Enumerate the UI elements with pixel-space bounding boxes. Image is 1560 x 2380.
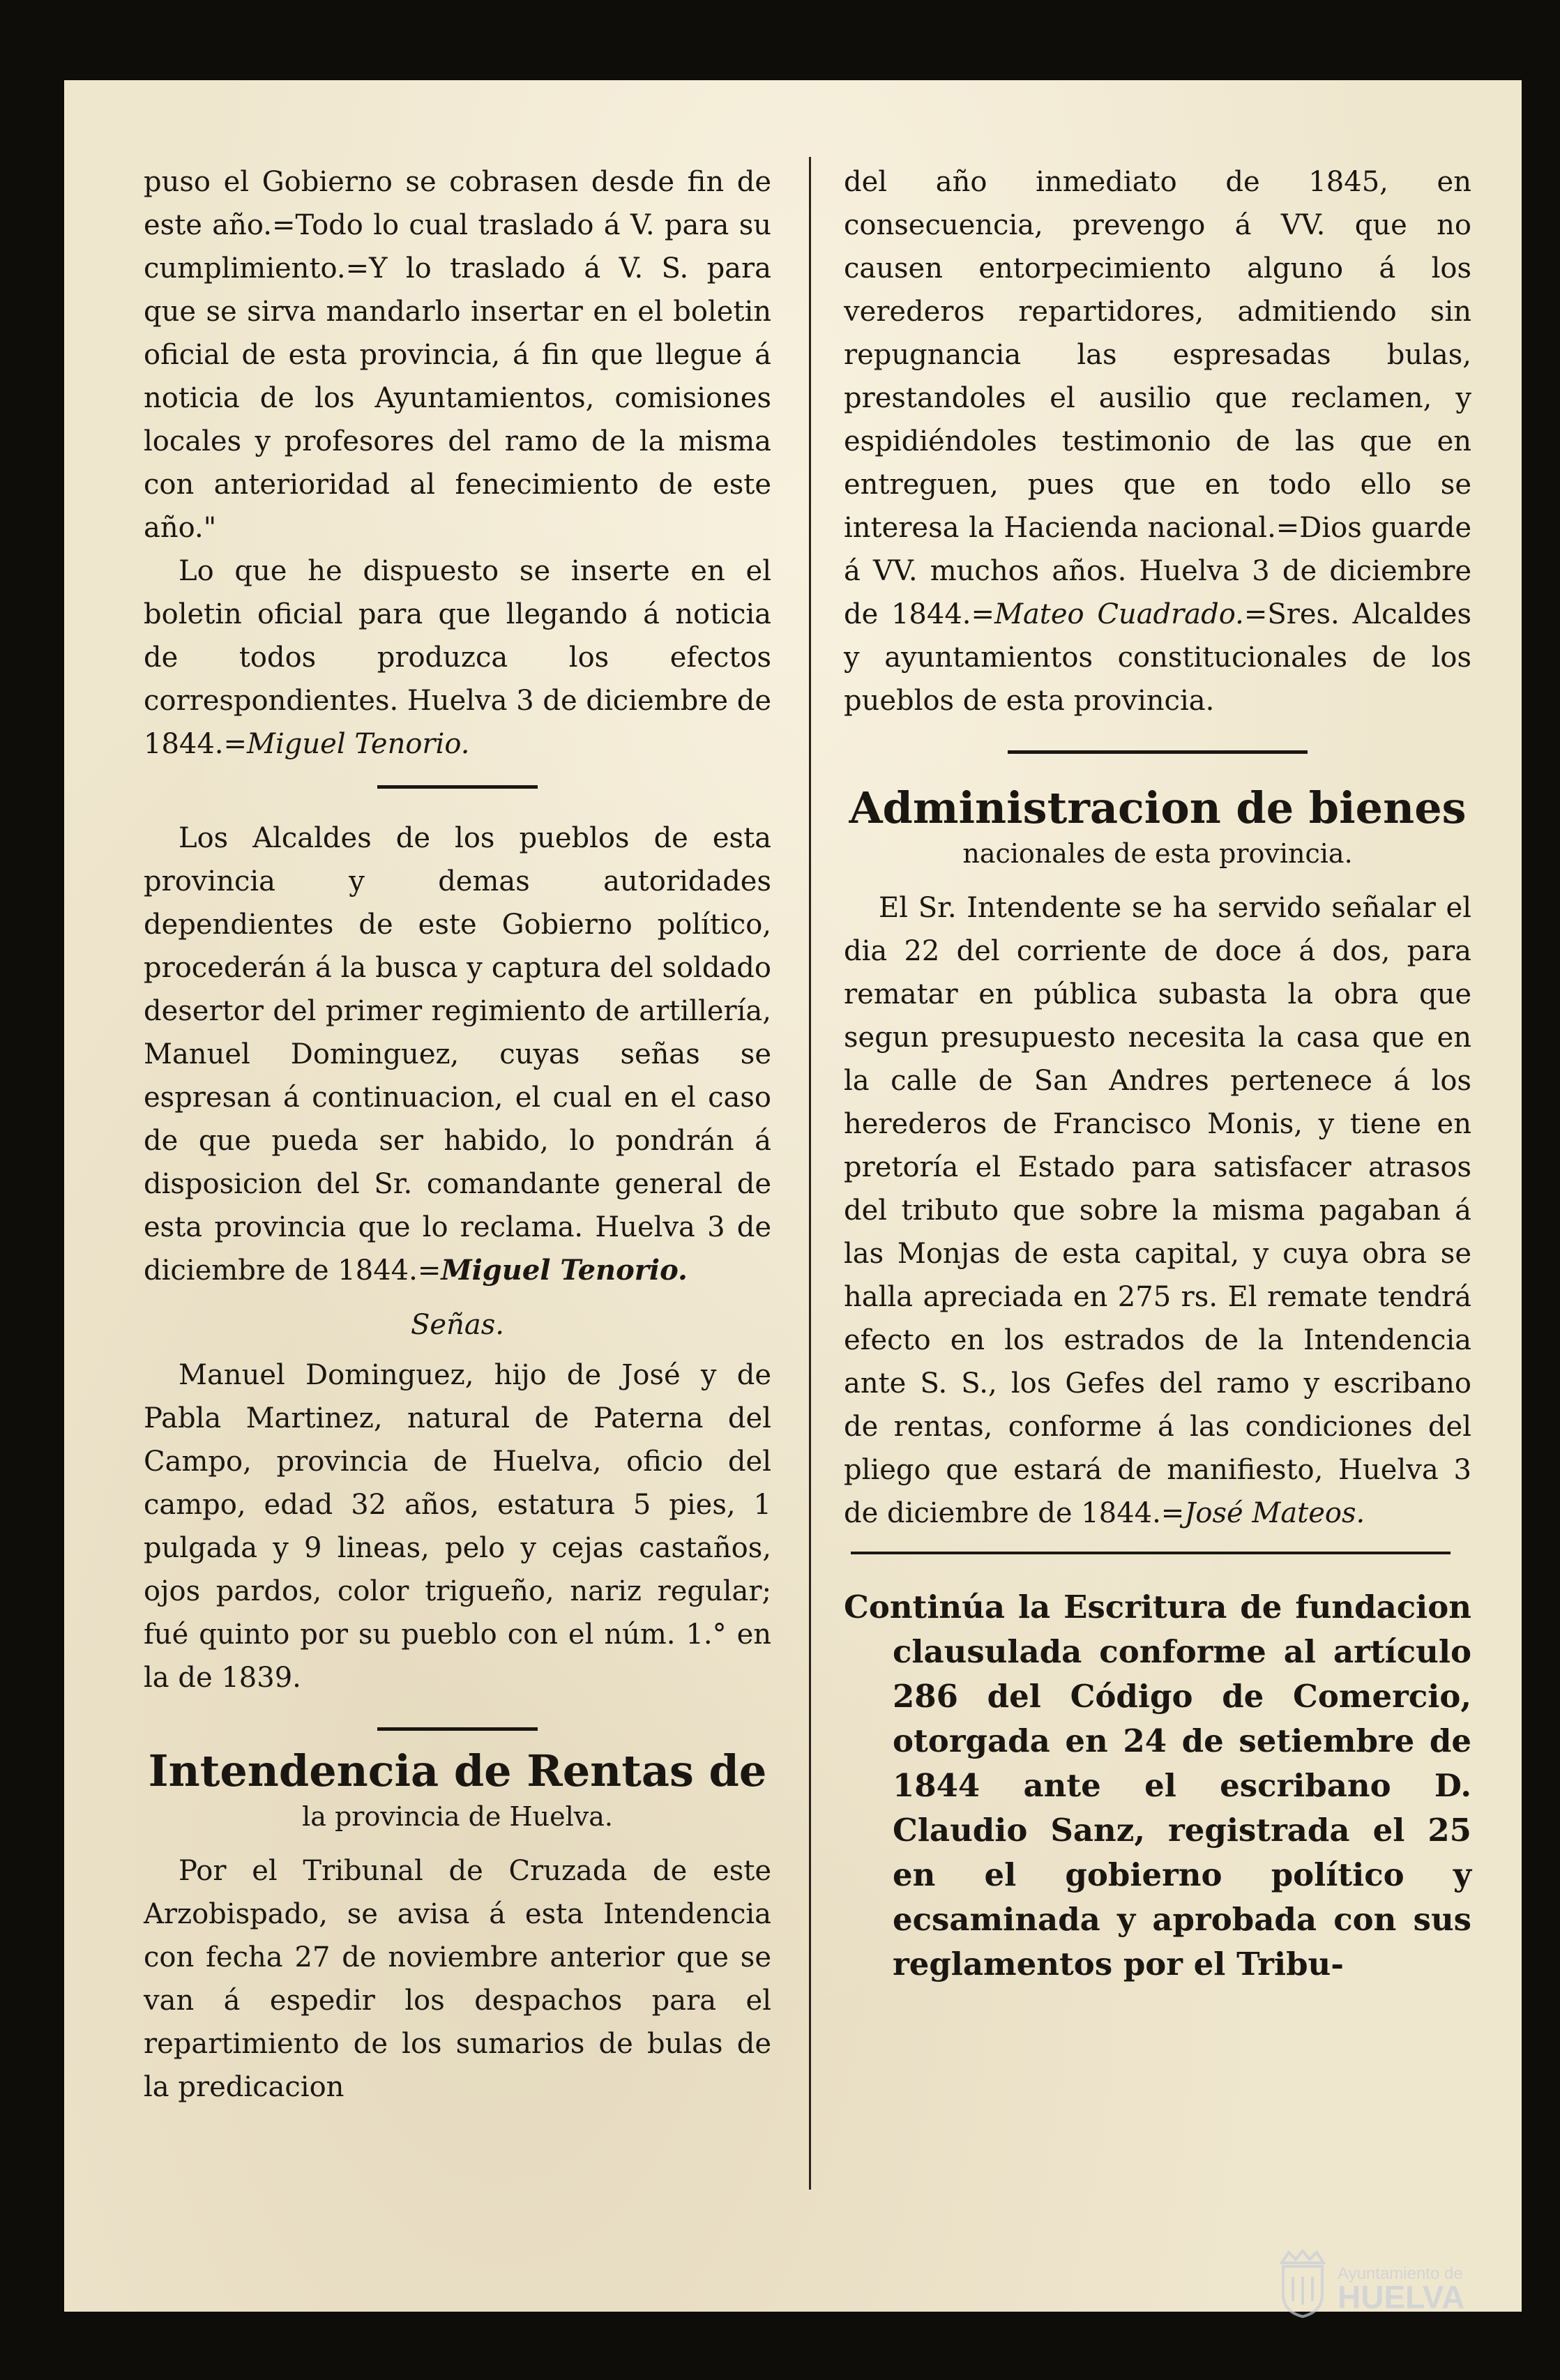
left-paragraph-2 — [144, 549, 771, 766]
right-signature-1: Mateo Cuadrado. — [994, 598, 1244, 630]
watermark-line1: Ayuntamiento de — [1338, 2264, 1463, 2283]
section-heading-administracion: Administracion de bienes — [849, 782, 1467, 833]
left-paragraph-1: puso el Gobierno se cobrasen desde fin de este año.=Todo lo cual traslado á V. para su cumplimiento.=Y lo traslado á V. S. para que se sirva mandarlo insertar en el boletin oficial de esta provincia, á fin que llegue á noticia de los Ayuntamientos, comisiones locales y profesores del ramo de la misma con anterioridad al fenecimiento de este año." — [144, 166, 771, 544]
left-paragraph-3-text: Los Alcaldes de los pueblos de esta provincia y demas autoridades dependientes de este Gobierno político, procederán á la busca y captura del soldado desertor del primer regimiento de artillería, Manuel Dominguez, cuyas señas se espresan á continuacion, el cual en el caso de que pueda ser habido, lo pondrán á disposicion del Sr. comandante general de esta provincia que lo reclama. Huelva 3 de diciembre de 1844.= — [144, 822, 771, 1287]
section-subheading-administracion: nacionales de esta provincia. — [962, 838, 1353, 869]
column-divider — [809, 157, 811, 2190]
right-paragraph-2-text: El Sr. Intendente se ha servido señalar el dia 22 del corriente de doce á dos, para rematar en pública subasta la obra que segun presupuesto necesita la casa que en la calle de San Andres pertenece á los herederos de Francisco Monis, y tiene en pretoría el Estado para satisfacer atrasos del tributo que sobre la misma pagaban á las Monjas de esta capital, y cuya obra se halla apreciada en 275 rs. El remate tendrá efecto en los estrados de la Intendencia ante S. S., los Gefes del ramo y escribano de rentas, conforme á las condiciones del pliego que estará de manifiesto, Huelva 3 de diciembre de 1844.= — [844, 892, 1471, 1529]
left-paragraph-5: Por el Tribunal de Cruzada de este Arzobispado, se avisa á esta Intendencia con fecha 27 de noviembre anterior que se van á espedir los despachos para el repartimiento de los sumarios de bulas de la predicacion — [144, 1855, 771, 2103]
right-column — [844, 160, 1471, 1987]
section-subheading-intendencia: la provincia de Huelva. — [302, 1801, 613, 1832]
right-paragraph-3: Continúa la Escritura de fundacion clausulada conforme al artículo 286 del Código de Comercio, otorgada en 24 de setiembre de 1844 ante el escribano D. Claudio Sanz, registrada el 25 en el gobierno político y ecsaminada y aprobada con sus reglamentos por el Tribu- — [844, 1589, 1471, 1983]
right-paragraph-1-tail: =Sres. Alcaldes y ayuntamientos constitucionales de los pueblos de esta provincia. — [844, 598, 1471, 717]
right-paragraph-1 — [844, 160, 1471, 722]
right-paragraph-2 — [844, 886, 1471, 1535]
section-divider — [851, 1552, 1451, 1554]
section-divider — [1008, 750, 1308, 754]
left-signature-1: Miguel Tenorio. — [247, 728, 470, 760]
left-signature-2: Miguel Tenorio. — [441, 1254, 688, 1287]
section-divider — [377, 785, 538, 789]
right-paragraph-1-text: del año inmediato de 1845, en consecuencia, prevengo á VV. que no causen entorpecimiento alguno á los verederos repartidores, admitiendo sin repugnancia las espresadas bulas, prestandoles el ausilio que reclamen, y espidiéndoles testimonio de las que en entreguen, pues que en todo ello se interesa la Hacienda nacional.=Dios guarde á VV. muchos años. Huelva 3 de diciembre de 1844.= — [844, 166, 1471, 630]
left-paragraph-2-text: Lo que he dispuesto se inserte en el boletin oficial para que llegando á noticia de todos produzca los efectos correspondientes. Huelva 3 de diciembre de 1844.= — [144, 555, 771, 760]
left-paragraph-3 — [144, 817, 771, 1292]
watermark-logo — [1268, 2238, 1505, 2322]
crown-shield-icon — [1282, 2251, 1324, 2317]
left-column — [144, 160, 771, 2109]
section-divider — [377, 1727, 538, 1731]
newspaper-page — [64, 80, 1522, 2312]
left-paragraph-4: Manuel Dominguez, hijo de José y de Pabla Martinez, natural de Paterna del Campo, provincia de Huelva, oficio del campo, edad 32 años, estatura 5 pies, 1 pulgada y 9 lineas, pelo y cejas castaños, ojos pardos, color trigueño, nariz regular; fué quinto por su pueblo con el núm. 1.° en la de 1839. — [144, 1359, 771, 1694]
section-heading-intendencia: Intendencia de Rentas de — [148, 1745, 767, 1796]
right-signature-2: José Mateos. — [1184, 1497, 1365, 1529]
watermark-line2: HUELVA — [1338, 2279, 1465, 2315]
senas-heading: Señas. — [411, 1309, 504, 1341]
